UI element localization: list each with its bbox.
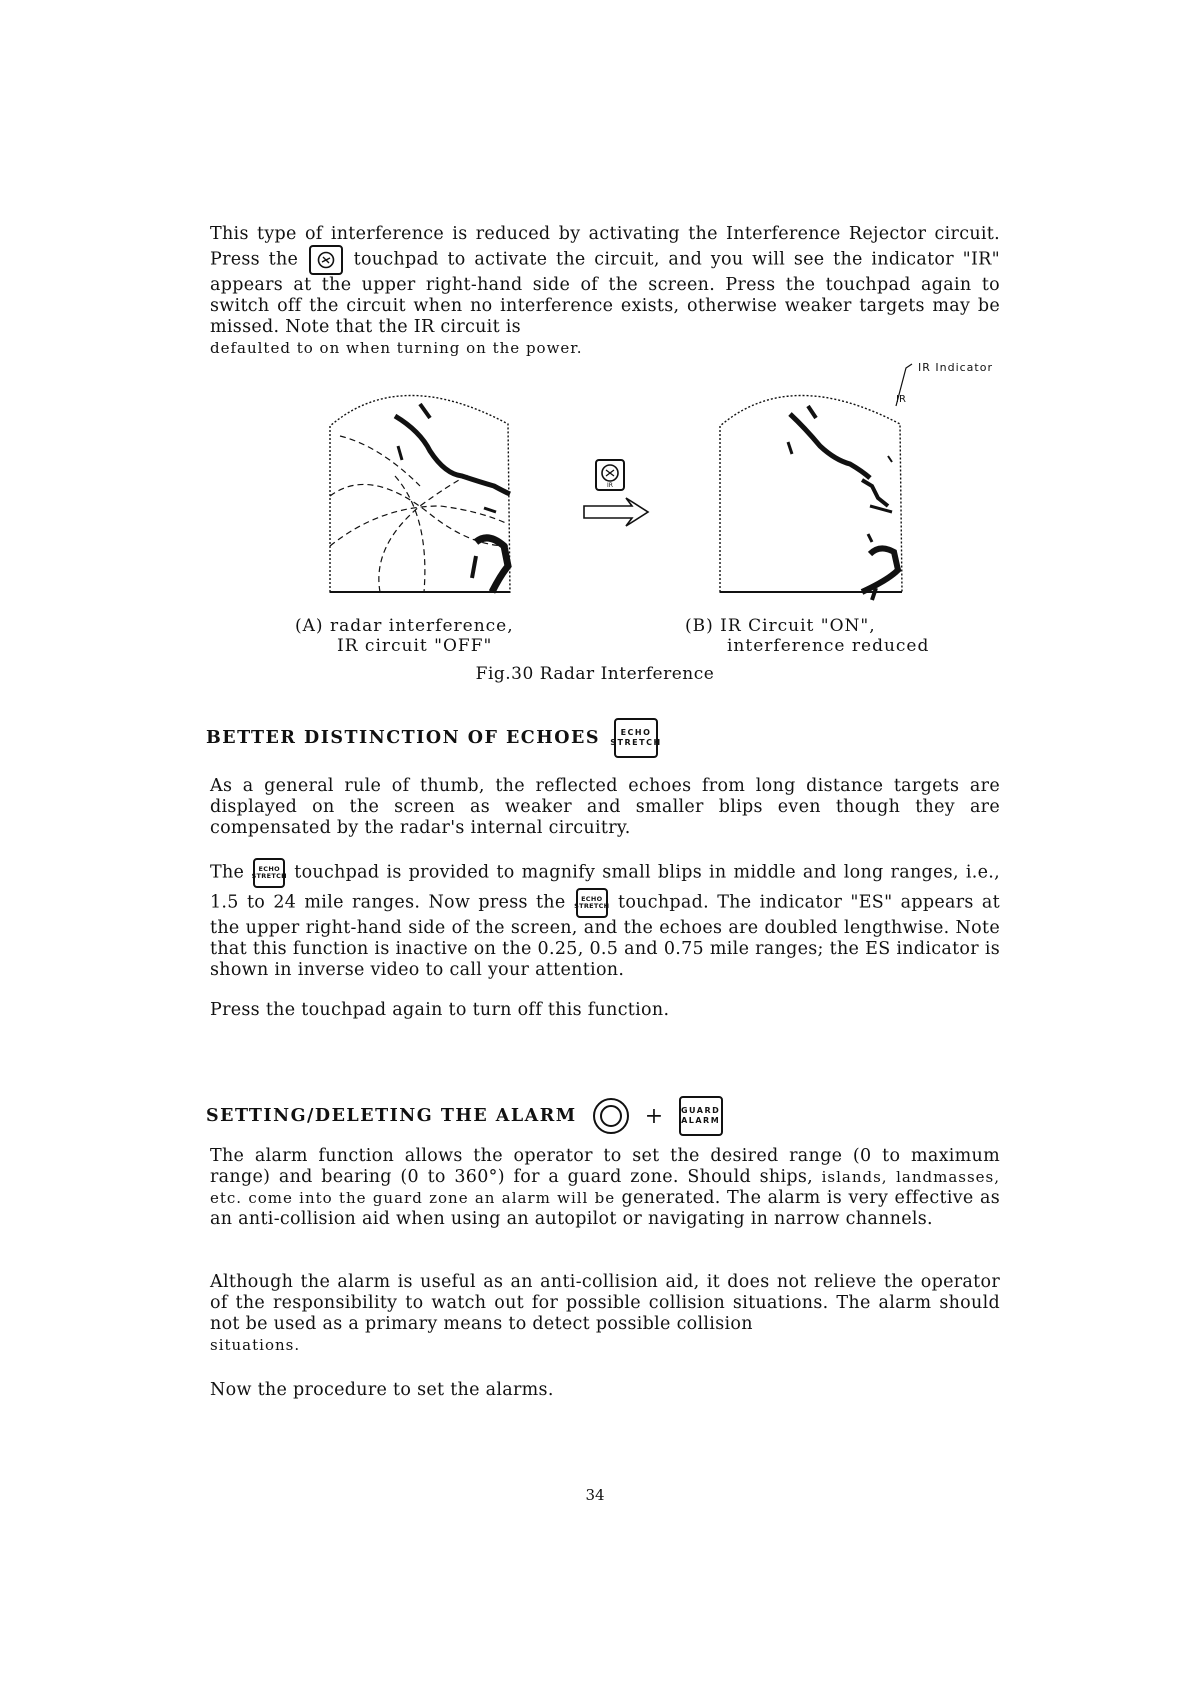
paragraph-echo-stretch-part1: The [210,862,245,883]
paragraph-caution-part2: situations. [210,1336,301,1354]
caption-a [295,616,514,656]
ir-touchpad-arrow [584,460,648,526]
paragraph-echo-stretch [210,858,1000,981]
caption-b-line2: interference reduced [727,636,930,656]
paragraph-echo-stretch-part2: touchpad is provided to magnify small blips in middle and long ranges, i.e., 1.5 to 24 mile ranges. Now press the [210,862,1000,913]
heading-echoes [206,718,662,758]
page-number: 34 [585,1486,605,1504]
guard-alarm-key-icon [679,1096,723,1136]
ir-key-small-label: IR [607,482,613,489]
echo-key-top: ECHO [620,728,652,737]
heading-alarm [206,1096,723,1136]
caption-b [685,616,929,656]
paragraph-alarm-part3: generated. The alarm is very effective as an anti-collision aid when using an autopilot or navigating in narrow channels. [210,1188,1000,1229]
enter-knob-icon [591,1096,631,1136]
echo-inline-bottom: STRETCH [251,872,287,880]
paragraph-ir-intro-part1: This type of interference is reduced by activating the Interference Rejector circuit. Press the [210,224,1000,270]
ir-indicator-label: IR Indicator [918,361,993,374]
ir-touchpad-icon [309,245,343,275]
paragraph-alarm-caution [210,1272,1000,1356]
echo-inline-top: ECHO [258,865,280,873]
paragraph-ir-intro-part2: touchpad to activate the circuit, and you will see the indicator "IR" appears at the upper right-hand side of the screen. Press the touchpad again to switch off the circuit when no interference exists, otherwise weaker targets may be missed. Note that the IR circuit is [210,249,1000,337]
radar-screen-a [330,395,510,592]
paragraph-caution-part1: Although the alarm is useful as an anti-collision aid, it does not relieve the operator of the responsibility to watch out for possible collision situations. The alarm should not be used as a primary means to detect possible collision [210,1272,1000,1334]
radar-interference-figure [0,356,1190,616]
caption-a-line2: IR circuit "OFF" [337,636,493,656]
guard-key-top: GUARD [680,1106,721,1115]
paragraph-alarm-procedure: Now the procedure to set the alarms. [210,1380,554,1400]
ir-screen-indicator: IR [896,394,906,405]
echo-inline2-bottom: STRETCH [574,902,610,910]
figure-title: Fig.30 Radar Interference [475,664,715,684]
echo-key-bottom: STRETCH [610,738,662,747]
paragraph-ir-intro-part3: defaulted to on when turning on the power. [210,339,583,357]
heading-alarm-text: SETTING/DELETING THE ALARM [206,1106,577,1126]
echo-inline2-top: ECHO [581,895,603,903]
heading-echoes-text: BETTER DISTINCTION OF ECHOES [206,728,600,748]
paragraph-alarm-part2: islands, landmasses, etc. come into the guard zone an alarm will be [210,1168,1000,1207]
guard-key-bottom: ALARM [681,1116,721,1125]
caption-b-line1: (B) IR Circuit "ON", [685,616,876,636]
paragraph-alarm-part1: The alarm function allows the operator to set the desired range (0 to maximum range) and bearing (0 to 360°) for a guard zone. Should ships, [210,1146,1000,1187]
paragraph-echo-stretch-part3: touchpad. The indicator "ES" appears at the upper right-hand side of the screen, and the echoes are doubled lengthwise. Note that this function is inactive on the 0.25, 0.5 and 0.75 mile ranges; the ES indicator is shown in inverse video to call your attention. [210,892,1000,980]
radar-screen-b [720,394,906,600]
paragraph-echoes-rule: As a general rule of thumb, the reflected echoes from long distance targets are displayed on the screen as weaker and smaller blips even though they are compensated by the radar's internal circuitry. [210,776,1000,838]
paragraph-ir-intro [210,224,1000,359]
paragraph-alarm-function [210,1146,1000,1230]
caption-a-line1: (A) radar interference, [295,616,514,636]
plus-sign: + [644,1103,665,1129]
echo-stretch-key-icon [610,718,662,758]
echo-stretch-inline-icon-2 [576,888,608,918]
echo-stretch-inline-icon [253,858,285,888]
paragraph-echo-off: Press the touchpad again to turn off this function. [210,1000,670,1020]
